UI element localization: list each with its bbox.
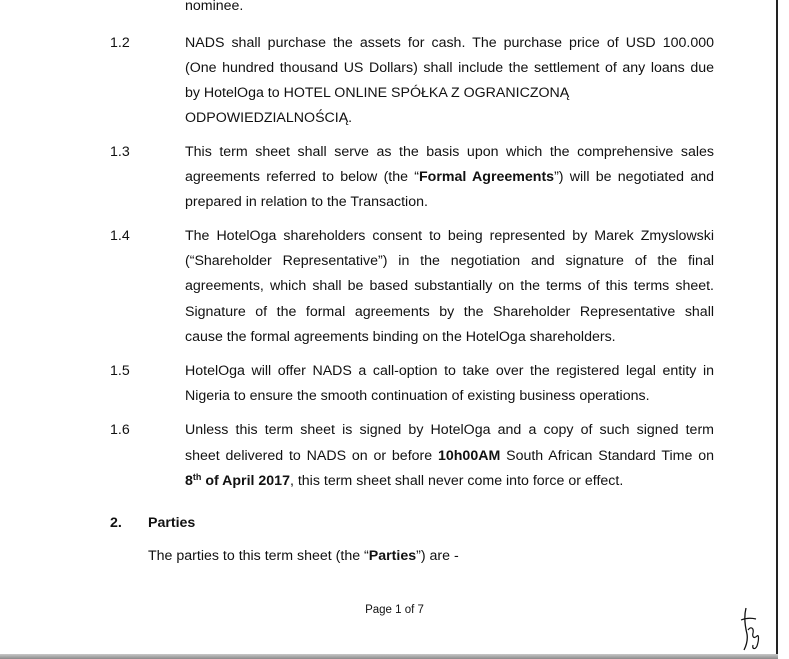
- clause-text-line: Signature of the formal agreements by the Shareholder Representative shall: [185, 304, 714, 320]
- section-body: The parties to this term sheet (the “Parties”) are -: [148, 548, 459, 564]
- clause-number: 1.2: [110, 35, 130, 51]
- clause-text-line: (“Shareholder Representative”) in the negotiation and signature of the final: [185, 253, 714, 269]
- clause-number: 1.4: [110, 228, 130, 244]
- clause-text-line: 8th of April 2017, this term sheet shall never come into force or effect.: [185, 472, 624, 489]
- section-heading: Parties: [148, 515, 196, 531]
- clause-text-line: ODPOWIEDZIALNOŚCIĄ.: [185, 110, 353, 126]
- clause-text-line: The HotelOga shareholders consent to being represented by Marek Zmyslowski: [185, 228, 714, 244]
- clause-text-line: agreements, which shall be based substantially on the terms of this terms sheet.: [185, 278, 714, 294]
- clause-text-line: agreements referred to below (the “Formal Agreements”) will be negotiated and: [185, 169, 715, 185]
- clause-text-line: NADS shall purchase the assets for cash. The purchase price of USD 100.000: [185, 35, 714, 51]
- page-edge-bottom: [0, 654, 778, 659]
- deadline-date: 8th of April 2017: [185, 472, 290, 489]
- clause-text-line: Nigeria to ensure the smooth continuation of existing business operations.: [185, 388, 650, 404]
- clause-text-line: Unless this term sheet is signed by HotelOga and a copy of such signed term: [185, 422, 714, 438]
- defined-term: Parties: [368, 548, 417, 564]
- signature-initials-icon: [738, 606, 764, 652]
- clause-text-line: This term sheet shall serve as the basis upon which the comprehensive sales: [185, 144, 714, 160]
- clause-number: 1.6: [110, 422, 130, 438]
- clause-text-line: by HotelOga to HOTEL ONLINE SPÓŁKA Z OGRANICZONĄ: [185, 85, 570, 101]
- page-number: Page 1 of 7: [365, 604, 424, 616]
- clause-number: 1.3: [110, 144, 130, 160]
- clause-text-line: prepared in relation to the Transaction.: [185, 194, 428, 210]
- section-number: 2.: [110, 515, 122, 531]
- defined-term: Formal Agreements: [419, 169, 555, 185]
- clause-number: 1.5: [110, 363, 130, 379]
- clause-text-line: cause the formal agreements binding on the HotelOga shareholders.: [185, 329, 616, 345]
- clause-text-line: sheet delivered to NADS on or before 10h00AM South African Standard Time on: [185, 448, 714, 464]
- clause-text-line: HotelOga will offer NADS a call-option to take over the registered legal entity in: [185, 363, 714, 379]
- deadline-time: 10h00AM: [437, 448, 501, 464]
- clause-text-line: (One hundred thousand US Dollars) shall include the settlement of any loans due: [185, 60, 714, 76]
- clause-1-1-tail: nominee.: [185, 0, 244, 14]
- page-edge-right: [776, 0, 778, 659]
